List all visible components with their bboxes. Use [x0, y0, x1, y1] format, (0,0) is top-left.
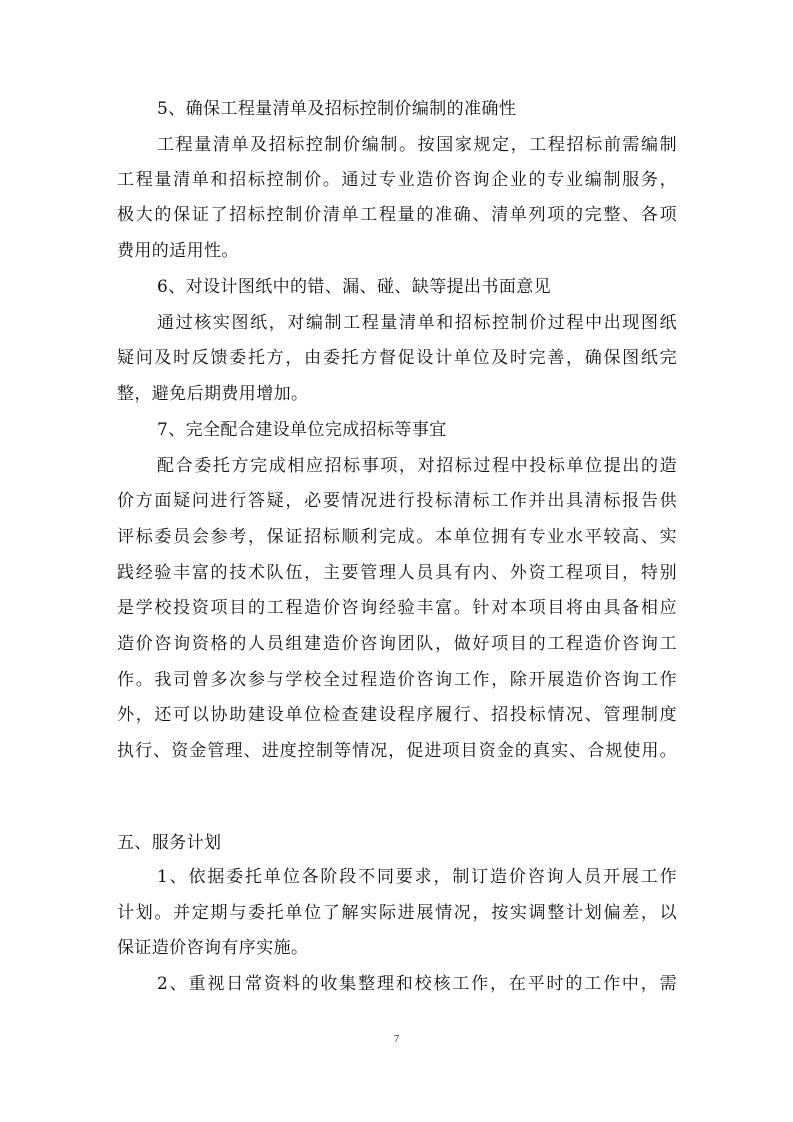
- paragraph-line: 配合委托方完成相应招标事项，对招标过程中投标单位提出的造: [157, 456, 677, 476]
- paragraph-line: 执行、资金管理、进度控制等情况，促进项目资金的真实、合规使用。: [117, 741, 677, 761]
- section-heading-service-plan: 五、服务计划: [117, 833, 222, 853]
- section-heading-6: 6、对设计图纸中的错、漏、碰、缺等提出书面意见: [157, 277, 552, 297]
- paragraph-line: 费用的适用性。: [117, 241, 239, 261]
- paragraph-line: 2、重视日常资料的收集整理和校核工作，在平时的工作中，需: [157, 974, 677, 994]
- paragraph-line: 工程量清单和招标控制价。通过专业造价咨询企业的专业编制服务，: [117, 170, 677, 190]
- paragraph-line: 整，避免后期费用增加。: [117, 384, 309, 404]
- paragraph-line: 通过核实图纸，对编制工程量清单和招标控制价过程中出现图纸: [157, 313, 677, 333]
- page-number: 7: [393, 1033, 400, 1045]
- paragraph-line: 工程量清单及招标控制价编制。按国家规定，工程招标前需编制: [157, 135, 677, 155]
- paragraph-line: 外，还可以协助建设单位检查建设程序履行、招投标情况、管理制度: [117, 705, 677, 725]
- paragraph-line: 价方面疑问进行答疑，必要情况进行投标清标工作并出具清标报告供: [117, 491, 677, 511]
- paragraph-line: 保证造价咨询有序实施。: [117, 938, 309, 958]
- paragraph-line: 1、依据委托单位各阶段不同要求，制订造价咨询人员开展工作: [157, 867, 677, 887]
- paragraph-line: 作。我司曾多次参与学校全过程造价咨询工作，除开展造价咨询工作: [117, 670, 677, 690]
- paragraph-line: 极大的保证了招标控制价清单工程量的准确、清单列项的完整、各项: [117, 205, 677, 225]
- paragraph-line: 践经验丰富的技术队伍，主要管理人员具有内、外资工程项目，特别: [117, 563, 677, 583]
- paragraph-line: 是学校投资项目的工程造价咨询经验丰富。针对本项目将由具备相应: [117, 598, 677, 618]
- paragraph-line: 造价咨询资格的人员组建造价咨询团队，做好项目的工程造价咨询工: [117, 634, 677, 654]
- section-heading-7: 7、完全配合建设单位完成招标等事宜: [157, 420, 447, 440]
- paragraph-line: 计划。并定期与委托单位了解实际进展情况，按实调整计划偏差，以: [117, 903, 677, 923]
- paragraph-line: 疑问及时反馈委托方，由委托方督促设计单位及时完善，确保图纸完: [117, 348, 677, 368]
- section-heading-5: 5、确保工程量清单及招标控制价编制的准确性: [157, 99, 517, 119]
- paragraph-line: 评标委员会参考，保证招标顺利完成。本单位拥有专业水平较高、实: [117, 527, 677, 547]
